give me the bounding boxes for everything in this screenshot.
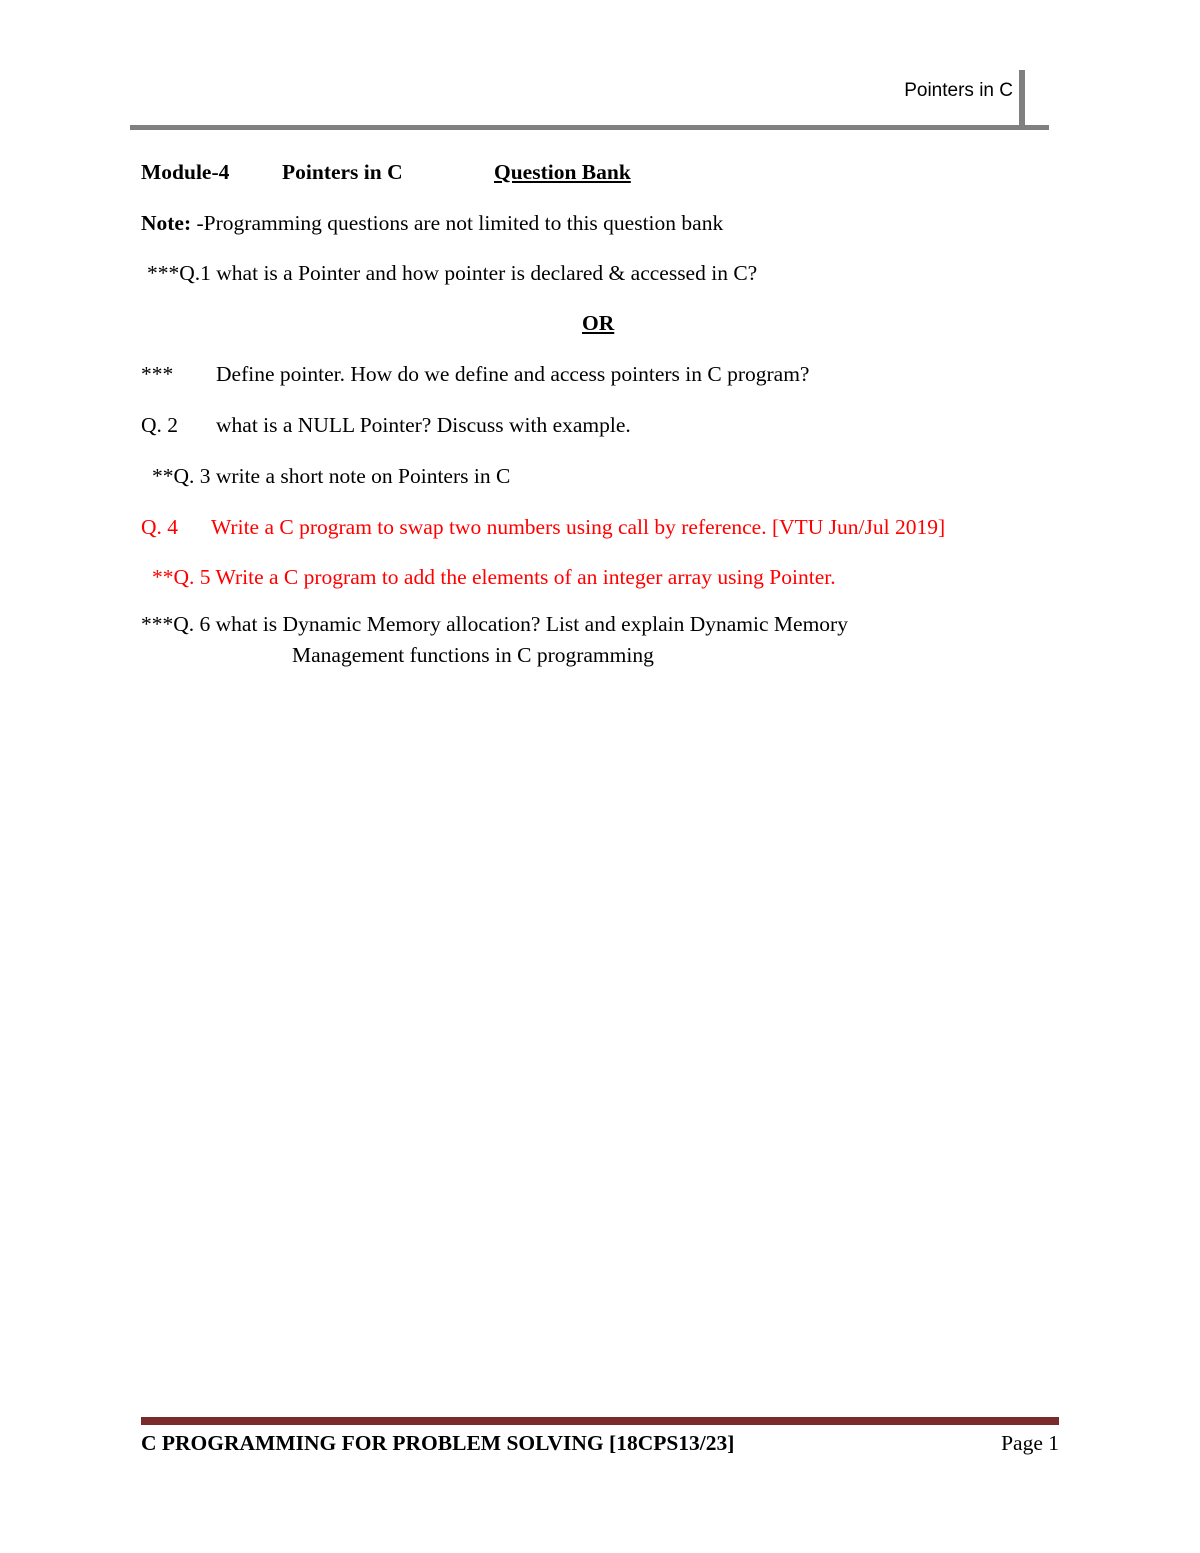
- question-3: [152, 464, 510, 489]
- question-bank-label: Question Bank: [494, 160, 631, 184]
- question-5-text: Write a C program to add the elements of an integer array using Pointer.: [215, 565, 836, 589]
- question-1-alt-text: Define pointer. How do we define and access pointers in C program?: [216, 362, 810, 386]
- question-6-text: what is Dynamic Memory allocation? List and explain Dynamic Memory: [215, 612, 848, 636]
- question-3-prefix: **Q. 3: [152, 464, 211, 488]
- question-6-prefix: ***Q. 6: [141, 612, 211, 636]
- question-3-text: write a short note on Pointers in C: [215, 464, 511, 488]
- note-text: -Programming questions are not limited to this question bank: [191, 211, 724, 235]
- question-2-text: what is a NULL Pointer? Discuss with example.: [216, 413, 631, 437]
- note-label: Note:: [141, 211, 192, 235]
- question-5-prefix: **Q. 5: [152, 565, 211, 589]
- question-6: [141, 612, 848, 637]
- header-rule: [130, 125, 1049, 130]
- or-separator: OR: [582, 311, 615, 335]
- header-vertical-bar: [1019, 70, 1025, 128]
- module-label: Module-4: [141, 160, 230, 184]
- note-line: [141, 211, 723, 236]
- topic-label: Pointers in C: [282, 160, 403, 184]
- footer-rule: [141, 1417, 1059, 1425]
- question-1-text: what is a Pointer and how pointer is declared & accessed in C?: [216, 261, 758, 285]
- question-6-continuation: Management functions in C programming: [292, 643, 654, 667]
- question-1: [147, 261, 757, 286]
- running-header-title: Pointers in C: [904, 80, 1013, 101]
- question-4-text: Write a C program to swap two numbers using call by reference. [VTU Jun/Jul 2019]: [211, 515, 946, 539]
- footer-course-title: C PROGRAMMING FOR PROBLEM SOLVING [18CPS13/23]: [141, 1431, 735, 1455]
- question-2-prefix: Q. 2: [141, 413, 179, 437]
- footer-page-number: Page 1: [1001, 1431, 1059, 1455]
- question-5: [152, 565, 836, 590]
- question-1-alt-prefix: ***: [141, 362, 174, 386]
- question-4-prefix: Q. 4: [141, 515, 179, 539]
- question-1-prefix: ***Q.1: [147, 261, 211, 285]
